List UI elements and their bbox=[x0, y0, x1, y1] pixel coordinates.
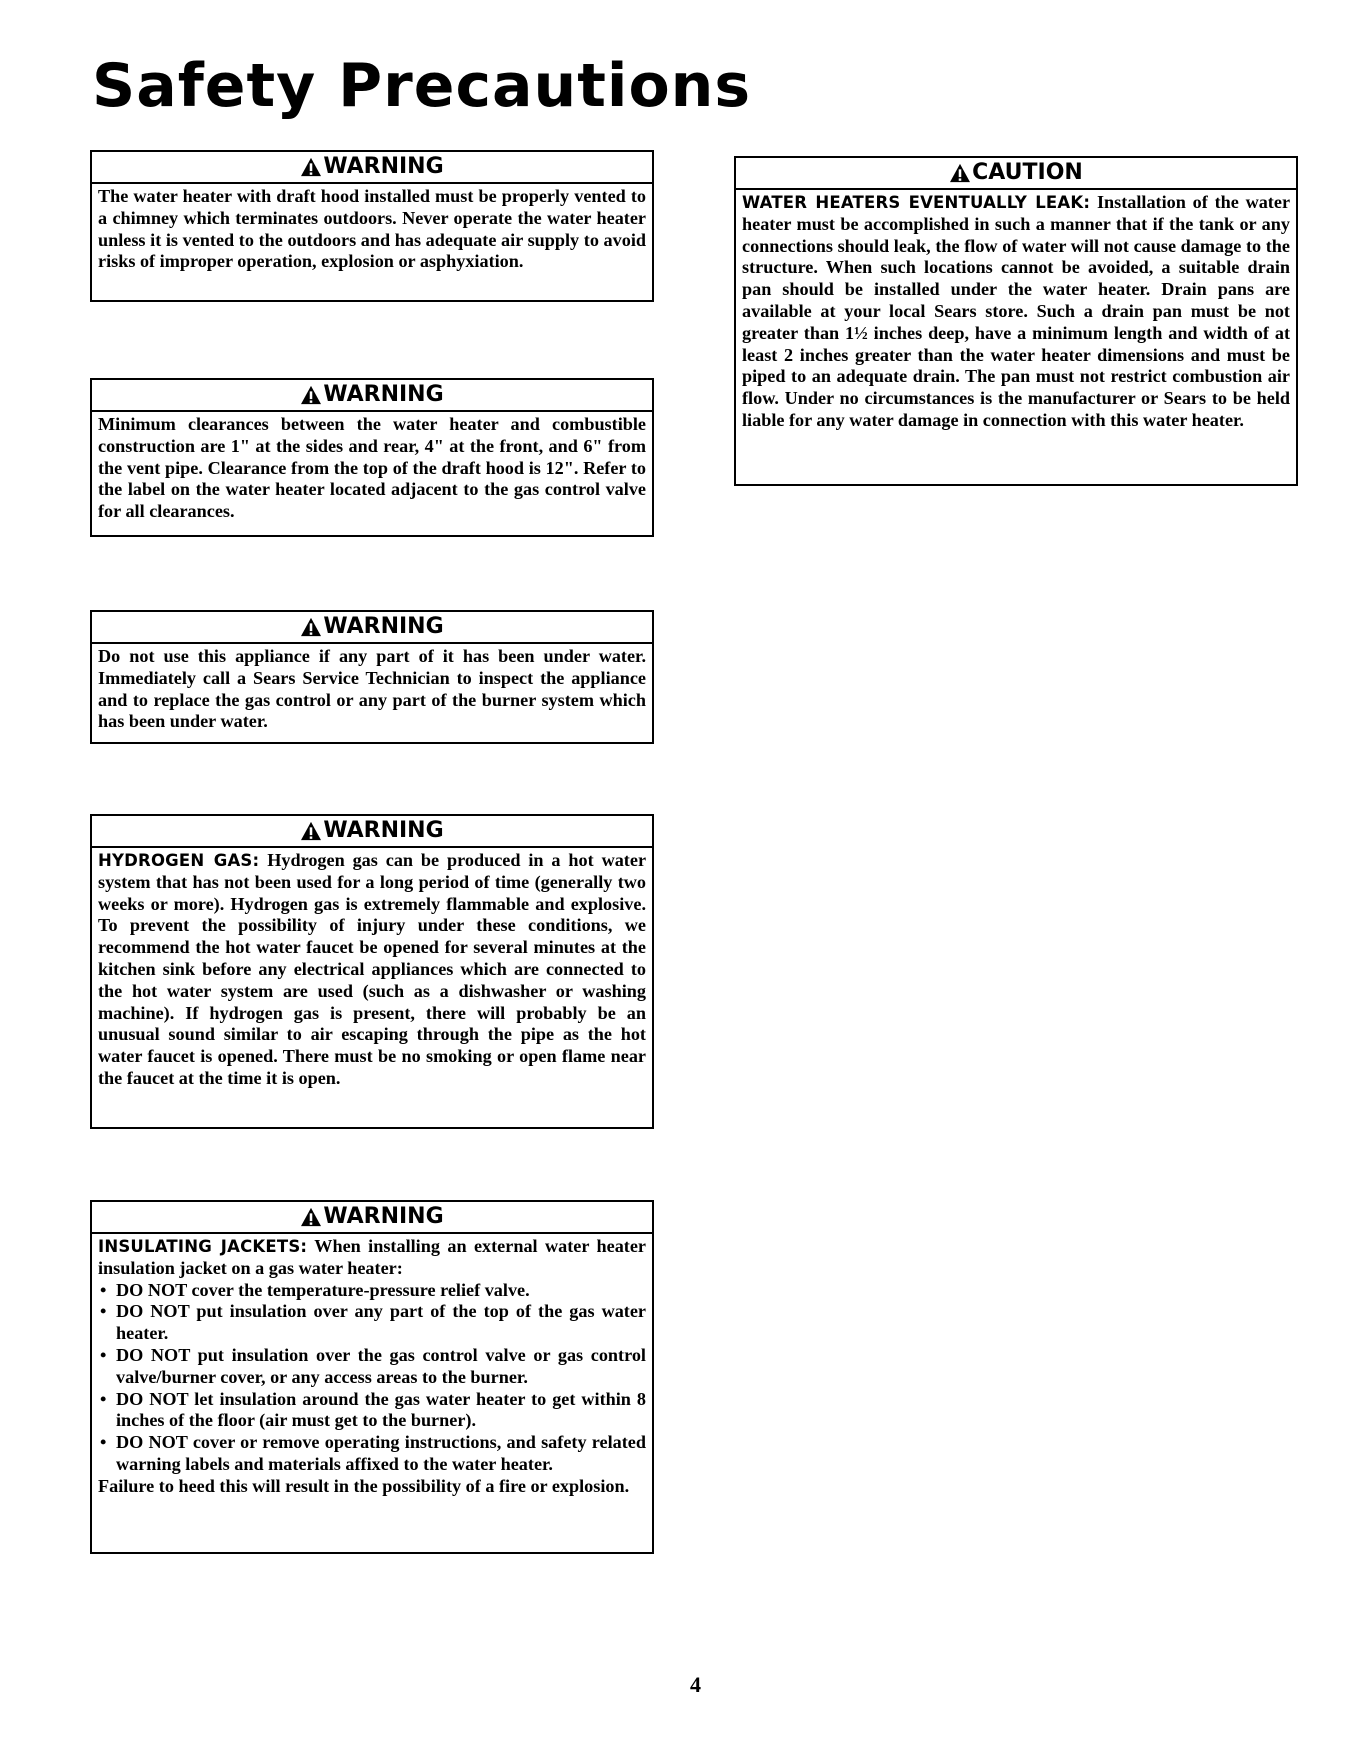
bullet-dot-icon: • bbox=[100, 1279, 107, 1300]
bullet-dot-icon: • bbox=[100, 1301, 107, 1322]
warning-intro bbox=[98, 1236, 646, 1280]
list-item bbox=[98, 1389, 646, 1433]
warning-intro-text: When installing an external water heater insulation jacket on a gas water heater: bbox=[98, 1236, 646, 1278]
caution-text bbox=[742, 192, 1290, 432]
warning-triangle-icon bbox=[300, 821, 322, 841]
warning-triangle-icon bbox=[300, 157, 322, 177]
warning-triangle-icon bbox=[300, 617, 322, 637]
warning-heading-label: WARNING bbox=[323, 154, 444, 179]
bullet-dot-icon: • bbox=[100, 1344, 107, 1365]
warning-body bbox=[92, 1234, 652, 1502]
list-item bbox=[98, 1432, 646, 1476]
warning-heading-label: WARNING bbox=[323, 382, 444, 407]
warning-text bbox=[98, 850, 646, 1090]
warning-heading bbox=[92, 612, 652, 644]
warning-text: Do not use this appliance if any part of it has been under water. Immediately call a Sears Service Technician to inspect the appliance and to replace the gas control or any part of the burner system which has been under water. bbox=[98, 646, 646, 732]
list-item bbox=[98, 1301, 646, 1345]
warning-triangle-icon bbox=[300, 385, 322, 405]
warning-bullet-list bbox=[98, 1280, 646, 1476]
warning-lead: INSULATING JACKETS: bbox=[98, 1237, 308, 1256]
warning-body bbox=[92, 412, 652, 527]
warning-closing: Failure to heed this will result in the possibility of a fire or explosion. bbox=[98, 1475, 630, 1496]
warning-heading bbox=[92, 152, 652, 184]
warning-text: The water heater with draft hood installed must be properly vented to a chimney which terminates outdoors. Never operate the water heater unless it is vented to the outdoors and has adequate air supply to avoid risks of improper operation, explosion or asphyxiation. bbox=[98, 186, 646, 272]
warning-heading bbox=[92, 816, 652, 848]
warning-body bbox=[92, 848, 652, 1094]
warning-heading bbox=[92, 380, 652, 412]
caution-heading-label: CAUTION bbox=[972, 160, 1083, 185]
page-title: Safety Precautions bbox=[92, 51, 752, 121]
warning-heading-label: WARNING bbox=[323, 614, 444, 639]
warning-box-hydrogen-gas bbox=[90, 814, 654, 1129]
warning-box-venting bbox=[90, 150, 654, 302]
caution-text-body: Installation of the water heater must be accomplished in such a manner that if the tank or any connections should leak, the flow of water will not cause damage to the structure. When such locations cannot be avoided, a suitable drain pan should be installed under the water heater. Drain pans are available at your local Sears store. Such a drain pan must be not greater than 1½ inches deep, have a minimum length and width of at least 2 inches greater than the water heater dimensions and must be piped to an adequate drain. The pan must not restrict combustion air flow. Under no circumstances is the manufacturer or Sears to be held liable for any water damage in connection with this water heater. bbox=[742, 192, 1291, 430]
caution-heading bbox=[736, 158, 1296, 190]
page-number: 4 bbox=[690, 1672, 701, 1697]
warning-body bbox=[92, 644, 652, 737]
warning-box-insulating-jackets bbox=[90, 1200, 654, 1554]
caution-triangle-icon bbox=[949, 163, 971, 183]
warning-box-clearances bbox=[90, 378, 654, 537]
bullet-dot-icon: • bbox=[100, 1432, 107, 1453]
warning-body bbox=[92, 184, 652, 277]
warning-text: Minimum clearances between the water heater and combustible construction are 1" at the sides and rear, 4" at the front, and 6" from the vent pipe. Clearance from the top of the draft hood is 12". Refer to the label on the water heater located adjacent to the gas control valve for all clearances. bbox=[98, 414, 646, 522]
warning-box-under-water bbox=[90, 610, 654, 744]
list-item bbox=[98, 1345, 646, 1389]
warning-heading bbox=[92, 1202, 652, 1234]
list-item-text: DO NOT cover the temperature-pressure relief valve. bbox=[116, 1279, 530, 1300]
warning-heading-label: WARNING bbox=[323, 818, 444, 843]
warning-lead: HYDROGEN GAS: bbox=[98, 851, 260, 870]
list-item-text: DO NOT put insulation over the gas control valve or gas control valve/burner cover, or any access areas to the burner. bbox=[116, 1344, 646, 1387]
list-item-text: DO NOT cover or remove operating instructions, and safety related warning labels and materials affixed to the water heater. bbox=[116, 1432, 646, 1474]
caution-box-leaks bbox=[734, 156, 1298, 486]
warning-heading-label: WARNING bbox=[323, 1204, 444, 1229]
list-item-text: DO NOT let insulation around the gas water heater to get within 8 inches of the floor (air must get to the burner). bbox=[116, 1388, 646, 1431]
warning-triangle-icon bbox=[300, 1207, 322, 1227]
bullet-dot-icon: • bbox=[100, 1388, 107, 1409]
caution-body bbox=[736, 190, 1296, 436]
warning-text-body: Hydrogen gas can be produced in a hot water system that has not been used for a long period of time (generally two weeks or more). Hydrogen gas is extremely flammable and explosive. To prevent the possibility of injury under these conditions, we recommend the hot water faucet be opened for several minutes at the kitchen sink before any electrical appliances which are connected to the hot water system are used (such as a dishwasher or washing machine). If hydrogen gas is present, there will probably be an unusual sound similar to air escaping through the pipe as the hot water faucet is opened. There must be no smoking or open flame near the faucet at the time it is open. bbox=[98, 850, 647, 1088]
caution-lead: WATER HEATERS EVENTUALLY LEAK: bbox=[742, 193, 1091, 212]
list-item-text: DO NOT put insulation over any part of the top of the gas water heater. bbox=[116, 1301, 646, 1344]
list-item bbox=[98, 1280, 646, 1302]
